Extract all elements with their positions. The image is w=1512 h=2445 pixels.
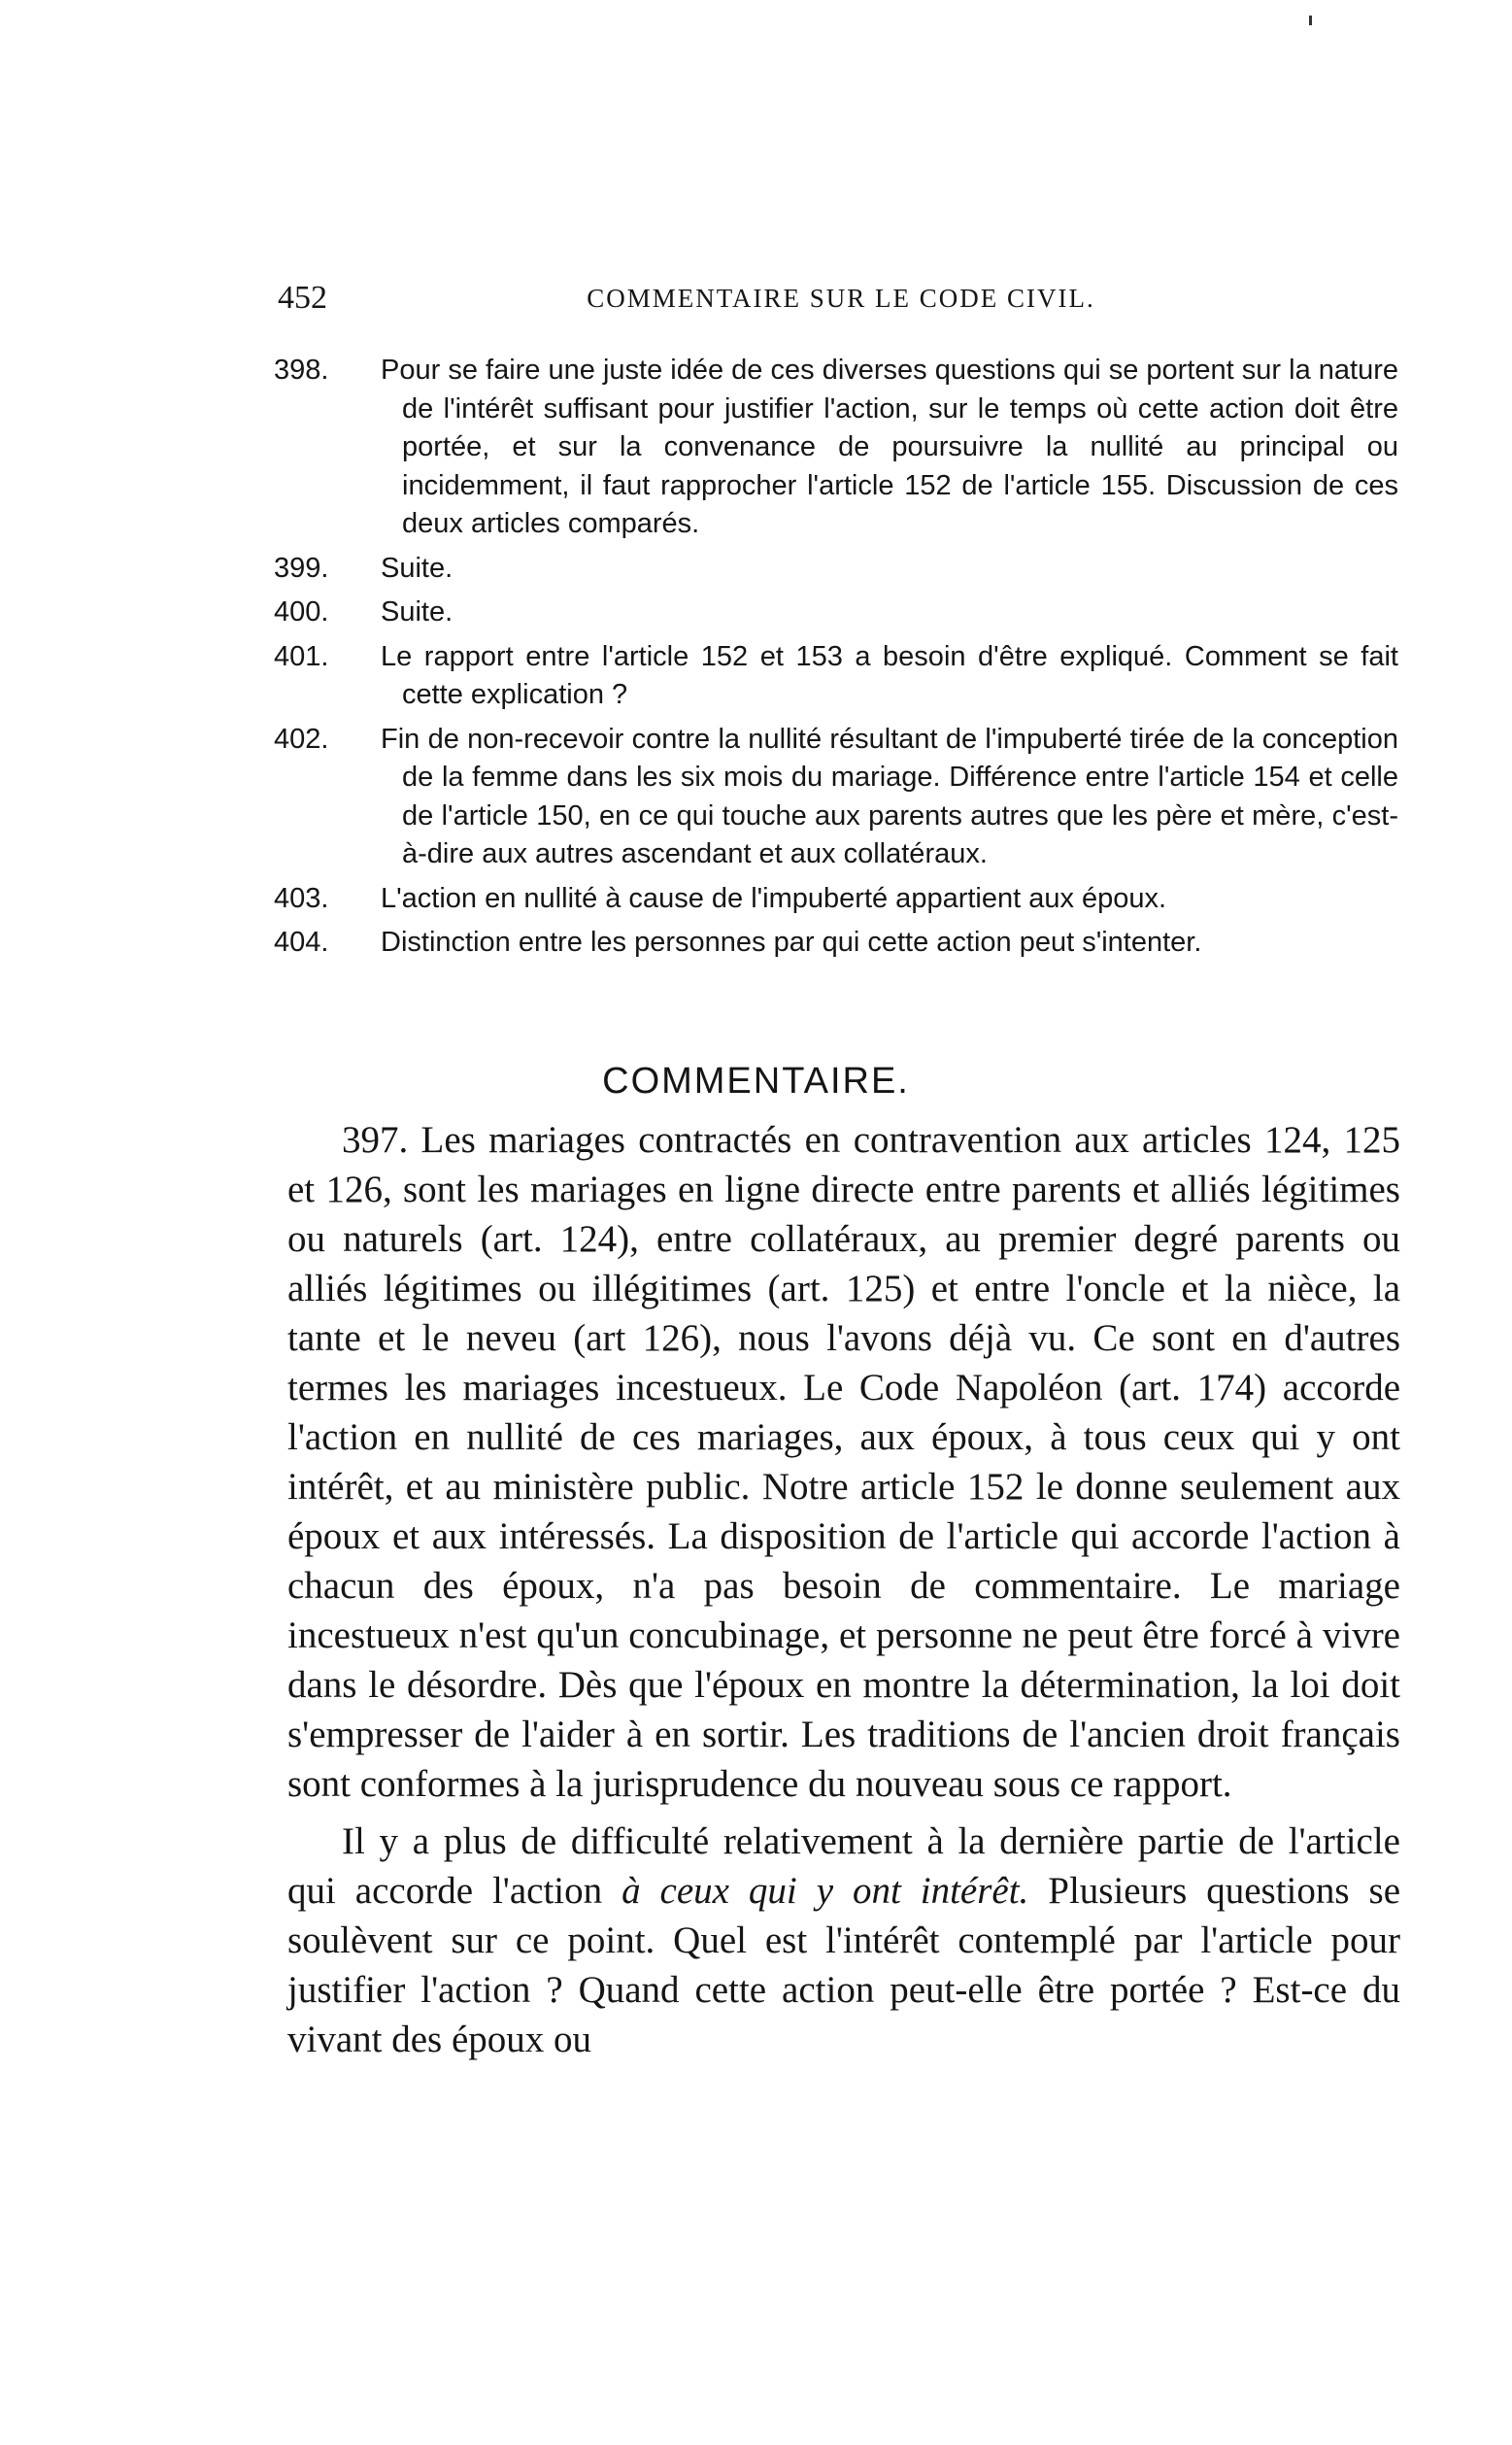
summary-item-text: Suite.: [381, 596, 454, 628]
summary-list: [274, 352, 1398, 968]
summary-item: [274, 880, 1398, 919]
summary-item-text: Le rapport entre l'article 152 et 153 a besoin d'être expliqué. Comment se fait cette explication ?: [381, 640, 1398, 710]
summary-item: [274, 594, 1398, 632]
summary-item-text: L'action en nullité à cause de l'impuberté appartient aux époux.: [381, 882, 1167, 914]
page-number: 452: [278, 280, 327, 316]
paragraph-text: Il y a plus de difficulté relativement à la dernière partie de l'article qui accorde l'action: [287, 1820, 1400, 1912]
summary-item-number: 401.: [274, 640, 329, 672]
summary-item: [274, 638, 1398, 715]
section-heading: COMMENTAIRE.: [602, 1061, 910, 1102]
paragraph: [287, 1817, 1400, 2064]
summary-item: [274, 352, 1398, 544]
summary-item-number: 402.: [274, 723, 329, 755]
italic-quote: à ceux qui y ont intérêt.: [622, 1870, 1029, 1912]
print-speck: [1309, 16, 1312, 25]
summary-item-text: Pour se faire une juste idée de ces diverses questions qui se portent sur la nature de l'intérêt suffisant pour justifier l'action, sur le temps où cette action doit être portée, et sur la convenance de poursuivre la nullité au principal ou incidemment, il faut rapprocher l'article 152 de l'article 155. Discussion de ces deux articles comparés.: [381, 355, 1398, 539]
page-header: [278, 280, 1404, 319]
summary-item-number: 404.: [274, 927, 329, 958]
paragraph: 397. Les mariages contractés en contravention aux articles 124, 125 et 126, sont les mariages en ligne directe entre parents et alliés légitimes ou naturels (art. 124), entre collatéraux, au premier degré parents ou alliés légitimes ou illégitimes (art. 125) et entre l'oncle et la nièce, la tante et le neveu (art 126), nous l'avons déjà vu. Ce sont en d'autres termes les mariages incestueux. Le Code Napoléon (art. 174) accorde l'action en nullité de ces mariages, aux époux, à tous ceux qui y ont intérêt, et au ministère public. Notre article 152 le donne seulement aux époux et aux intéressés. La disposition de l'article qui accorde l'action à chacun des époux, n'a pas besoin de commentaire. Le mariage incestueux n'est qu'un concubinage, et personne ne peut être forcé à vivre dans le désordre. Dès que l'époux en montre la détermination, la loi doit s'empresser de l'aider à en sortir. Les traditions de l'ancien droit français sont conformes à la jurisprudence du nouveau sous ce rapport.: [287, 1119, 1400, 1805]
paragraph-text: Plusieurs questions se soulèvent sur ce point. Quel est l'intérêt contemplé par l'article pour justifier l'action ? Quand cette action peut-elle être portée ? Est-ce du vivant des époux ou: [287, 1870, 1401, 2060]
summary-item-text: Fin de non-recevoir contre la nullité résultant de l'impuberté tirée de la conception de la femme dans les six mois du mariage. Différence entre l'article 154 et celle de l'article 150, en ce qui touche aux parents autres que les père et mère, c'est-à-dire aux autres ascendant et aux collatéraux.: [381, 723, 1398, 869]
summary-item-number: 400.: [274, 596, 329, 628]
summary-item: [274, 721, 1398, 874]
summary-item-text: Distinction entre les personnes par qui cette action peut s'intenter.: [381, 927, 1202, 958]
running-head: COMMENTAIRE SUR LE CODE CIVIL.: [587, 284, 1095, 313]
summary-item: [274, 550, 1398, 589]
commentary-body: [287, 1115, 1400, 2072]
summary-item-number: 403.: [274, 882, 329, 914]
summary-item-text: Suite.: [381, 552, 454, 584]
summary-item-number: 398.: [274, 355, 329, 386]
summary-item: [274, 924, 1398, 963]
summary-item-number: 399.: [274, 552, 329, 584]
